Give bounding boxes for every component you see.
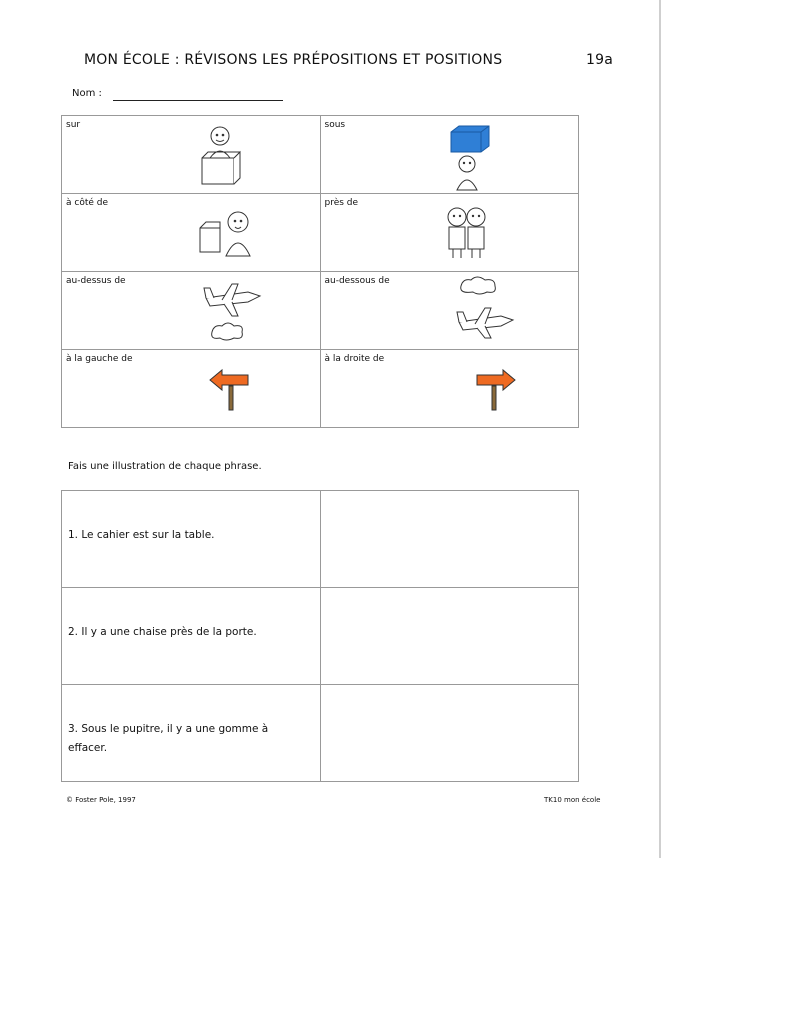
title-text: MON ÉCOLE : RÉVISONS LES PRÉPOSITIONS ET POSITIONS: [84, 52, 503, 68]
drawing-area[interactable]: [320, 491, 579, 588]
person-on-box-icon: [198, 122, 242, 188]
footer-reference: TK10 mon école: [544, 796, 601, 804]
right-arrow-sign-icon: [475, 366, 521, 412]
preposition-label: au-dessus de: [66, 276, 126, 286]
plane-above-cloud-icon: [202, 280, 264, 348]
drawing-area[interactable]: [320, 588, 579, 685]
preposition-label: à la gauche de: [66, 354, 133, 364]
preposition-cell: [320, 194, 579, 272]
sentence-cell: [62, 588, 321, 685]
sentence-cell: [62, 685, 321, 782]
preposition-cell: [320, 350, 579, 428]
preposition-cell: [320, 272, 579, 350]
cloud-above-plane-icon: [455, 274, 517, 340]
instruction-text: Fais une illustration de chaque phrase.: [68, 461, 262, 472]
preposition-cell: [320, 116, 579, 194]
footer-copyright: © Foster Pole, 1997: [66, 796, 136, 804]
worksheet-title: [84, 52, 613, 68]
preposition-label: à côté de: [66, 198, 109, 208]
preposition-label: au-dessous de: [324, 276, 390, 286]
two-children-icon: [445, 204, 489, 260]
sentence-text: 3. Sous le pupitre, il y a une gomme à effacer.: [68, 723, 269, 754]
page-edge: [659, 0, 661, 858]
prepositions-table: [61, 115, 579, 428]
person-under-box-icon: [447, 124, 493, 192]
preposition-cell: [62, 350, 321, 428]
preposition-label: sur: [66, 120, 81, 130]
person-beside-box-icon: [198, 206, 262, 262]
sentence-cell: [62, 491, 321, 588]
preposition-label: sous: [324, 120, 346, 130]
left-arrow-sign-icon: [208, 366, 254, 412]
preposition-label: à la droite de: [324, 354, 385, 364]
sentence-text: 1. Le cahier est sur la table.: [68, 529, 215, 541]
preposition-cell: [62, 194, 321, 272]
sentence-text: 2. Il y a une chaise près de la porte.: [68, 626, 257, 638]
preposition-cell: [62, 116, 321, 194]
illustration-table: [61, 490, 579, 782]
name-label: Nom :: [72, 88, 102, 99]
preposition-label: près de: [324, 198, 359, 208]
preposition-cell: [62, 272, 321, 350]
name-field-line[interactable]: [113, 100, 283, 101]
page-number: 19a: [586, 52, 613, 68]
drawing-area[interactable]: [320, 685, 579, 782]
